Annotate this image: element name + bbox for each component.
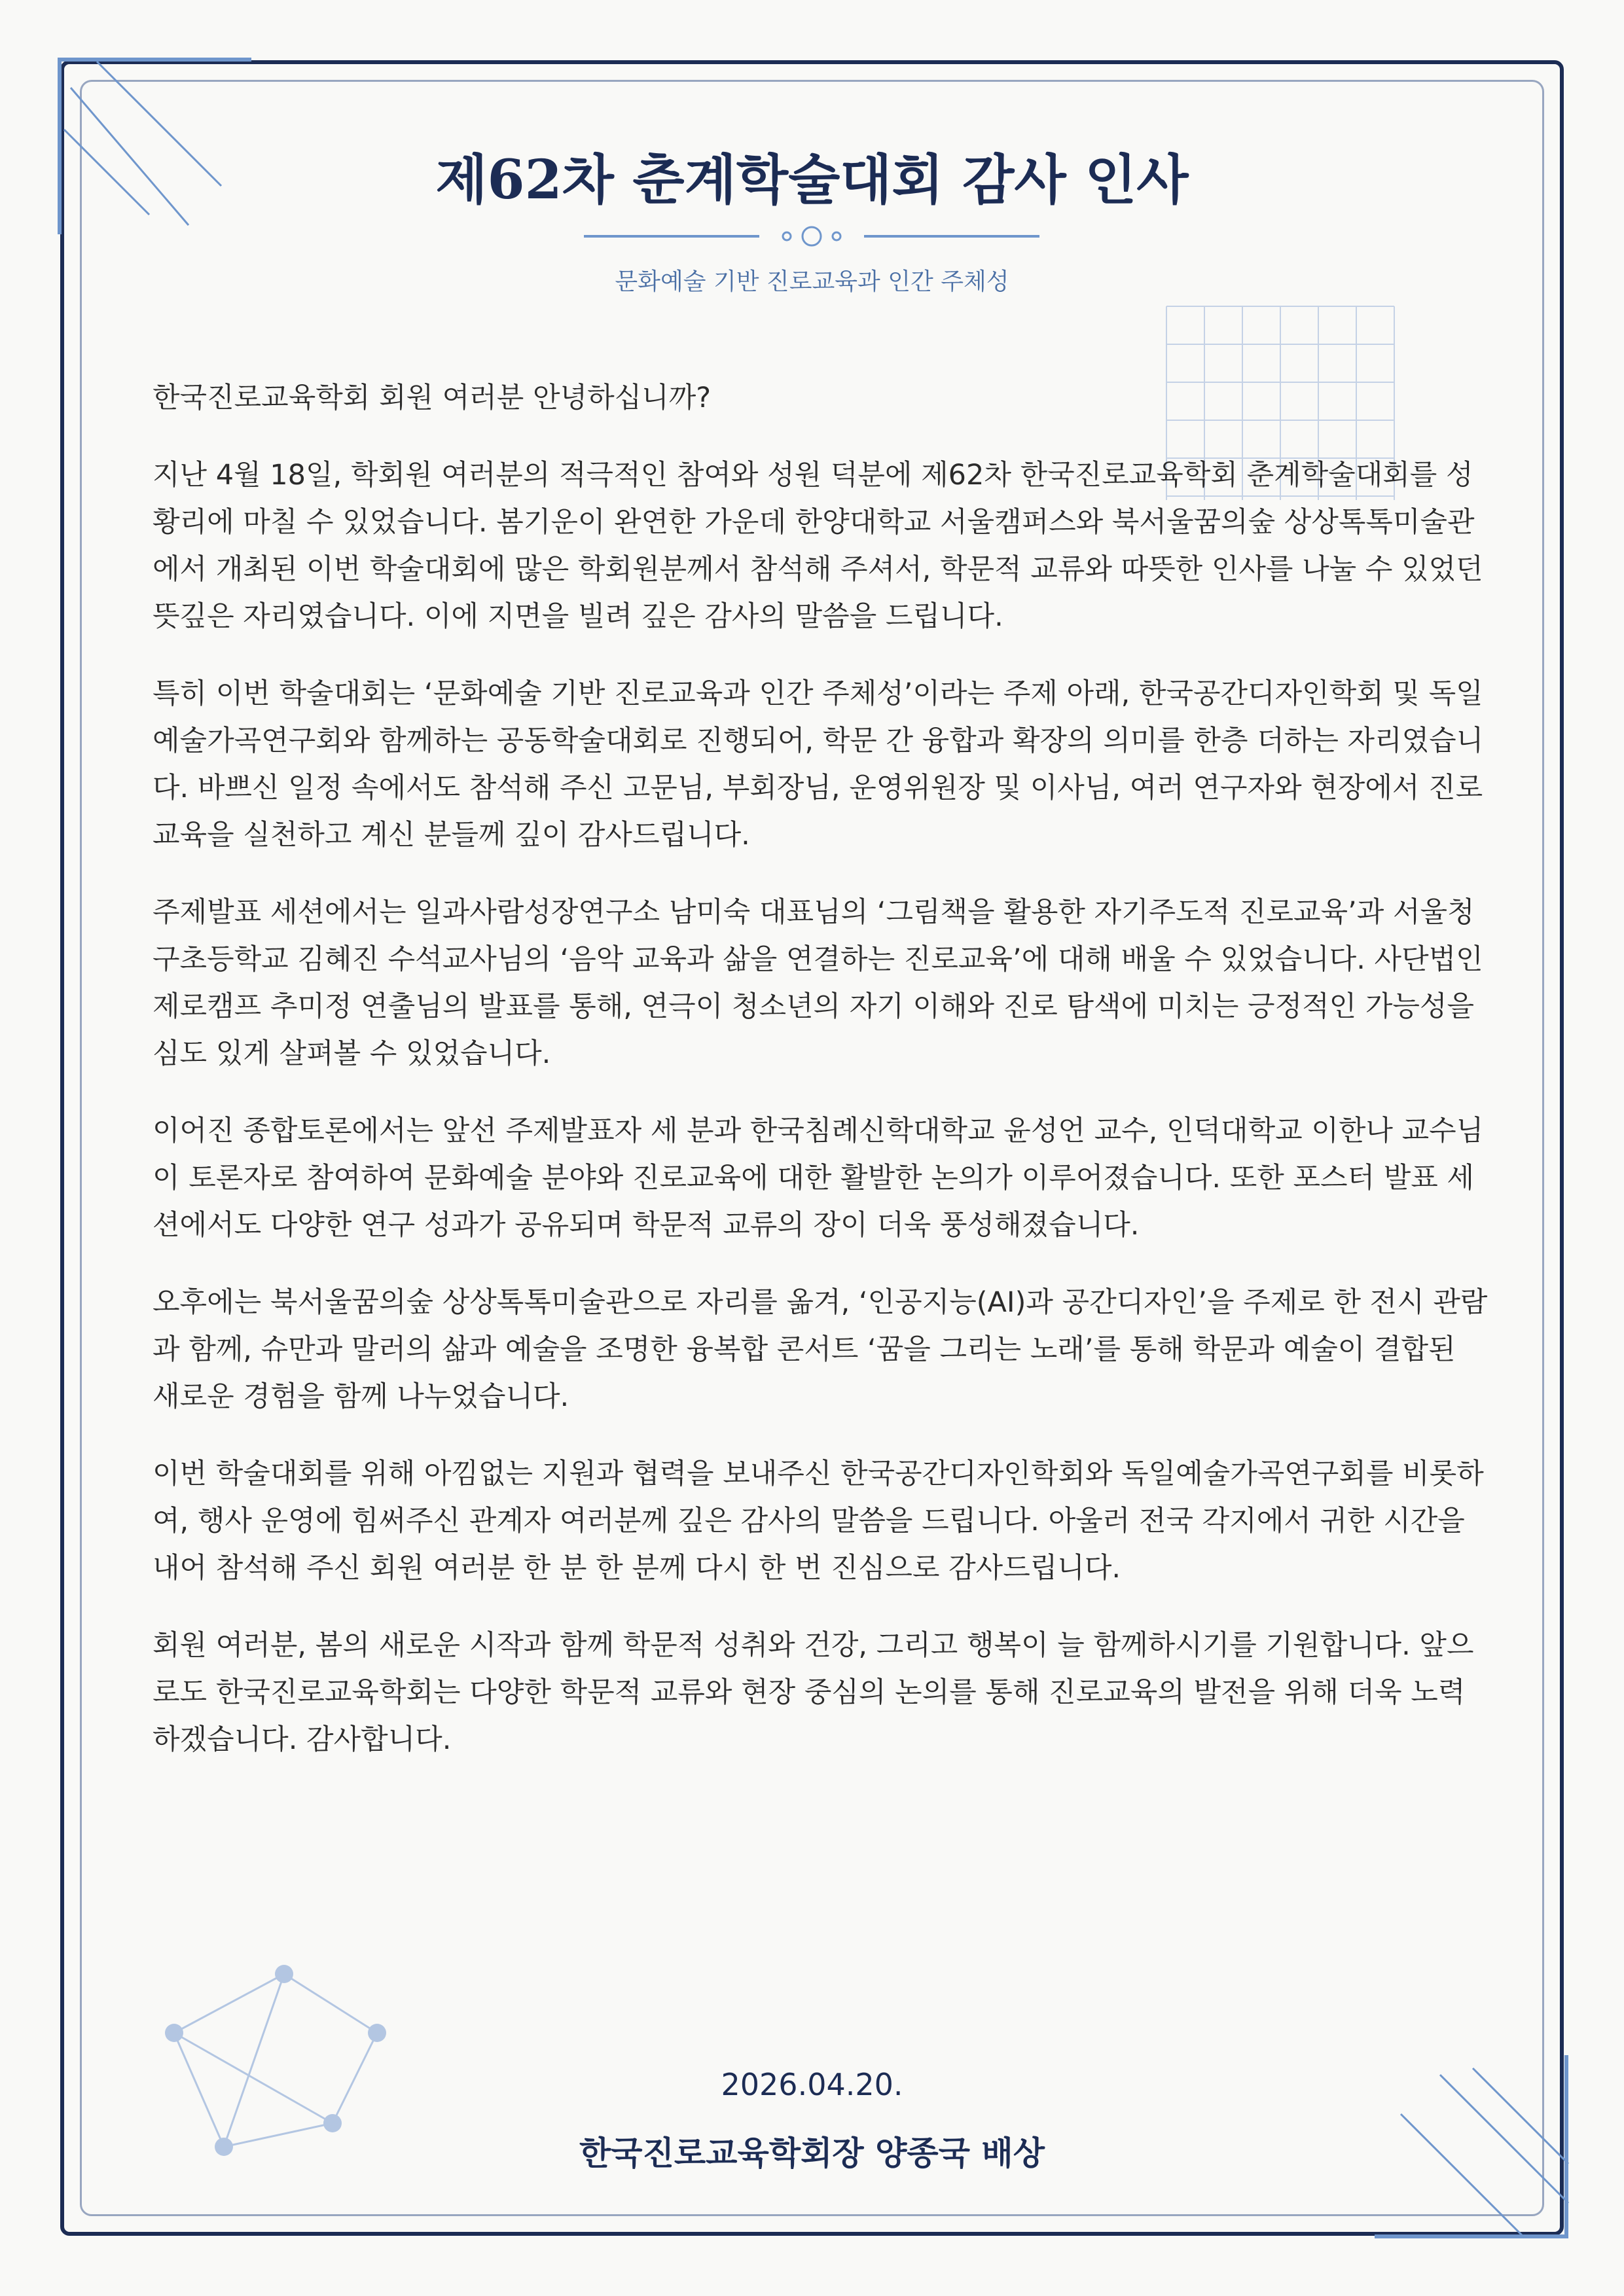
- letter-date: 2026.04.20.: [721, 2067, 903, 2102]
- body-paragraph: 이번 학술대회를 위해 아낌없는 지원과 협력을 보내주신 한국공간디자인학회와 독일예술가곡연구회를 비롯하여, 행사 운영에 힘써주신 관계자 여러분께 깊은 감사의 말씀을 드립니다. 아울러 전국 각지에서 귀한 시간을 내어 참석해 주신 회원 여러분 한 분 한 분께 다시 한 번 진심으로 감사드립니다.: [153, 1458, 1484, 1585]
- body-paragraph: 특히 이번 학술대회는 ‘문화예술 기반 진로교육과 인간 주체성’이라는 주제 아래, 한국공간디자인학회 및 독일예술가곡연구회와 함께하는 공동학술대회로 진행되어, 학문 간 융합과 확장의 의미를 한층 더하는 자리였습니다. 바쁘신 일정 속에서도 참석해 주신 고문님, 부회장님, 운영위원장 및 이사님, 여러 연구자와 현장에서 진로교육을 실천하고 계신 분들께 깊이 감사드립니다.: [153, 677, 1484, 852]
- body-paragraph: 오후에는 북서울꿈의숲 상상톡톡미술관으로 자리를 옮겨, ‘인공지능(AI)과 공간디자인’을 주제로 한 전시 관람과 함께, 슈만과 말러의 삶과 예술을 조명한 융복합 콘서트 ‘꿈을 그리는 노래’를 통해 학문과 예술이 결합된 새로운 경험을 함께 나누었습니다.: [153, 1286, 1488, 1413]
- page-title: 제62차 춘계학술대회 감사 인사: [435, 149, 1189, 211]
- body-paragraph: 주제발표 세션에서는 일과사람성장연구소 남미숙 대표님의 ‘그림책을 활용한 자기주도적 진로교육’과 서울청구초등학교 김혜진 수석교사님의 ‘음악 교육과 삶을 연결하는 진로교육’에 대해 배울 수 있었습니다. 사단법인 제로캠프 추미정 연출님의 발표를 통해, 연극이 청소년의 자기 이해와 진로 탐색에 미치는 긍정적인 가능성을 심도 있게 살펴볼 수 있었습니다.: [153, 896, 1483, 1070]
- greeting-paragraph: 한국진로교육학회 회원 여러분 안녕하십니까?: [153, 382, 712, 414]
- title-divider-ornament: [576, 220, 1047, 253]
- body-paragraph: 이어진 종합토론에서는 앞선 주제발표자 세 분과 한국침례신학대학교 윤성언 교수, 인덕대학교 이한나 교수님이 토론자로 참여하여 문화예술 분야와 진로교육에 대한 활발한 논의가 이루어졌습니다. 또한 포스터 발표 세션에서도 다양한 연구 성과가 공유되며 학문적 교류의 장이 더욱 풍성해졌습니다.: [153, 1115, 1484, 1242]
- subtitle: 문화예술 기반 진로교육과 인간 주체성: [615, 268, 1009, 295]
- signature: 한국진로교육학회장 양종국 배상: [579, 2134, 1045, 2172]
- letter-body: [153, 374, 1488, 1793]
- closing-paragraph: 회원 여러분, 봄의 새로운 시작과 함께 학문적 성취와 건강, 그리고 행복이 늘 함께하시기를 기원합니다. 앞으로도 한국진로교육학회는 다양한 학문적 교류와 현장 중심의 논의를 통해 진로교육의 발전을 위해 더욱 노력하겠습니다. 감사합니다.: [153, 1629, 1474, 1756]
- body-paragraph: 지난 4월 18일, 학회원 여러분의 적극적인 참여와 성원 덕분에 제62차 한국진로교육학회 춘계학술대회를 성황리에 마칠 수 있었습니다. 봄기운이 완연한 가운데 한양대학교 서울캠퍼스와 북서울꿈의숲 상상톡톡미술관에서 개최된 이번 학술대회에 많은 학회원분께서 참석해 주셔서, 학문적 교류와 따뜻한 인사를 나눌 수 있었던 뜻깊은 자리였습니다. 이에 지면을 빌려 깊은 감사의 말씀을 드립니다.: [153, 459, 1483, 633]
